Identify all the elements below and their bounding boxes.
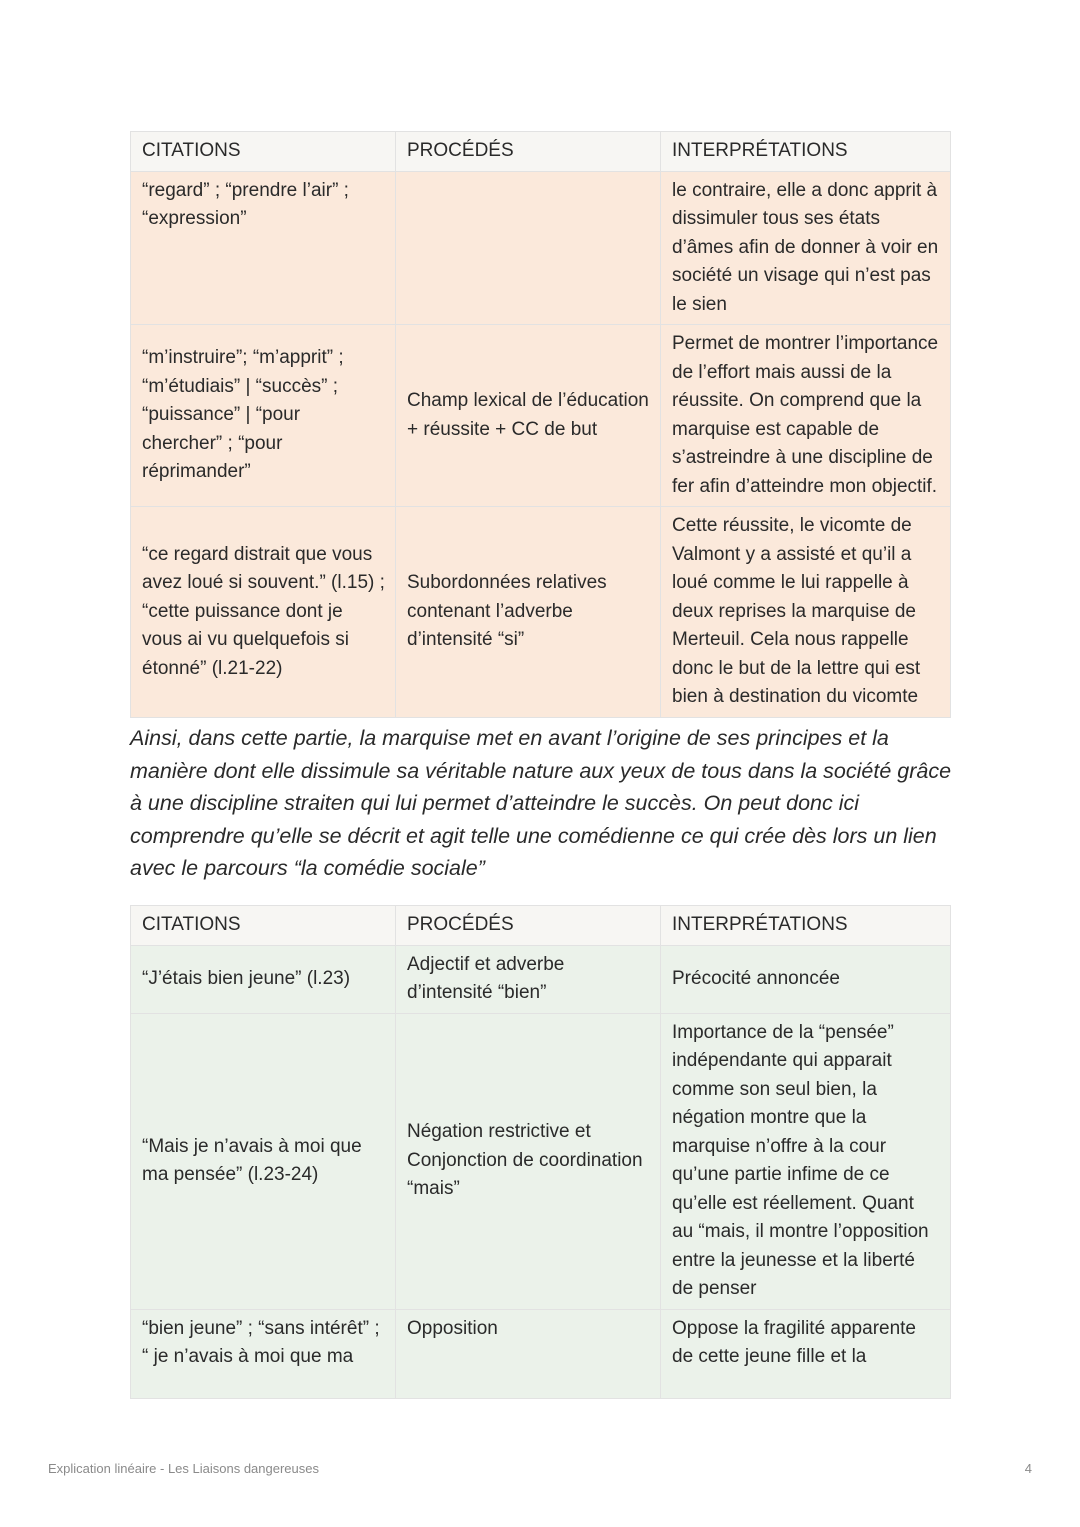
column-header-procedes: PROCÉDÉS [396,906,661,946]
table-row [131,1013,951,1309]
footer-document-title: Explication linéaire - Les Liaisons dangereuses [48,1461,319,1476]
citation-cell: “regard” ; “prendre l’air” ; “expression” [131,171,396,325]
procede-cell [396,171,661,325]
procede-cell: Négation restrictive et Conjonction de coordination “mais” [396,1013,661,1309]
procede-cell: Champ lexical de l’éducation + réussite + CC de but [396,325,661,507]
interpretation-cell: le contraire, elle a donc apprit à dissimuler tous ses états d’âmes afin de donner à voir en société un visage qui n’est pas le sien [661,171,951,325]
table-header-row [131,906,951,946]
citation-cell: “J’étais bien jeune” (l.23) [131,945,396,1013]
conclusion-paragraph: Ainsi, dans cette partie, la marquise met en avant l’origine de ses principes et la manière dont elle dissimule sa véritable nature aux yeux de tous dans la société grâce à une discipline straiten qui lui permet d’atteindre le succès. On peut donc ici comprendre qu’elle se décrit et agit telle une comédienne ce qui crée dès lors un lien avec le parcours “la comédie sociale” [130,726,952,881]
interpretation-cell: Cette réussite, le vicomte de Valmont y a assisté et qu’il a loué comme le lui rappelle à deux reprises la marquise de Merteuil. Cela nous rappelle donc le but de la lettre qui est bien à destination du vicomte [661,507,951,718]
interpretation-cell: Permet de montrer l’importance de l’effort mais aussi de la réussite. On comprend que la marquise est capable de s’astreindre à une discipline de fer afin d’atteindre mon objectif. [661,325,951,507]
interpretation-cell: Importance de la “pensée” indépendante qui apparait comme son seul bien, la négation montre que la marquise n’offre à la cour qu’une partie infime de ce qu’elle est réellement. Quant au “mais, il montre l’opposition entre la jeunesse et la liberté de penser [661,1013,951,1309]
analysis-table-1 [130,131,951,718]
citation-cell: “ce regard distrait que vous avez loué si souvent.” (l.15) ; “cette puissance dont je vous ai vu quelquefois si étonné” (l.21-22) [131,507,396,718]
interpretation-cell: Oppose la fragilité apparente de cette jeune fille et la [661,1309,951,1398]
table-row [131,171,951,325]
procede-cell: Opposition [396,1309,661,1398]
column-header-citations: CITATIONS [131,906,396,946]
page-number: 4 [1024,1461,1032,1476]
column-header-procedes: PROCÉDÉS [396,132,661,172]
citation-cell: “bien jeune” ; “sans intérêt” ; “ je n’avais à moi que ma [131,1309,396,1398]
table-row [131,945,951,1013]
column-header-interpretations: INTERPRÉTATIONS [661,132,951,172]
table-header-row [131,132,951,172]
procede-cell: Adjectif et adverbe d’intensité “bien” [396,945,661,1013]
table-row [131,325,951,507]
table-row [131,507,951,718]
column-header-citations: CITATIONS [131,132,396,172]
interpretation-cell: Précocité annoncée [661,945,951,1013]
column-header-interpretations: INTERPRÉTATIONS [661,906,951,946]
citation-cell: “m’instruire”; “m’apprit” ; “m’étudiais” | “succès” ; “puissance” | “pour chercher” ; “pour réprimander” [131,325,396,507]
citation-cell: “Mais je n’avais à moi que ma pensée” (l.23-24) [131,1013,396,1309]
procede-cell: Subordonnées relatives contenant l’adverbe d’intensité “si” [396,507,661,718]
table-row [131,1309,951,1398]
analysis-table-2 [130,905,951,1399]
